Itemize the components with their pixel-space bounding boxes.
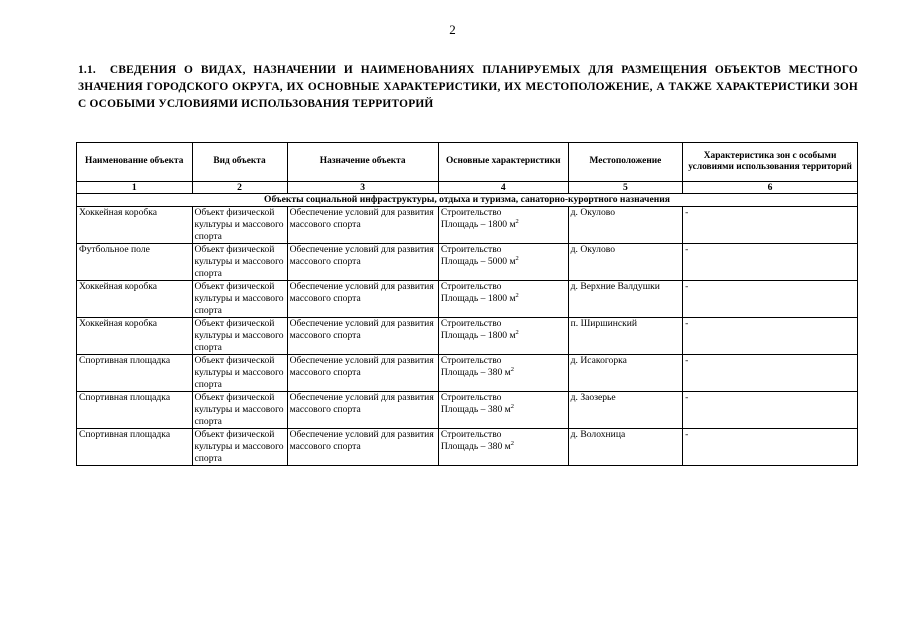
cell-zone-characteristics: -: [683, 281, 858, 318]
characteristics-area: [441, 404, 566, 416]
cell-zone-characteristics: -: [683, 207, 858, 244]
cell-object-purpose: Обеспечение условий для развития массового спорта: [287, 244, 438, 281]
characteristics-area: [441, 219, 566, 231]
cell-object-name: Хоккейная коробка: [77, 318, 193, 355]
column-number: 3: [287, 182, 438, 194]
characteristics-area-text: Площадь – 1800 м: [440, 293, 516, 304]
section-number: 1.1.: [78, 64, 96, 76]
cell-location: д. Окулово: [568, 244, 682, 281]
cell-location: д. Исакогорка: [568, 355, 682, 392]
characteristics-action: Строительство: [440, 429, 502, 440]
characteristics-area-unit-power: 2: [515, 328, 519, 336]
characteristics-area-unit-power: 2: [515, 254, 519, 262]
table-row: [77, 318, 858, 355]
cell-location: д. Волохница: [568, 429, 682, 466]
characteristics-action: Строительство: [440, 244, 502, 255]
characteristics-area-unit-power: 2: [515, 217, 519, 225]
table-row: [77, 244, 858, 281]
cell-location: д. Окулово: [568, 207, 682, 244]
cell-object-name: Хоккейная коробка: [77, 281, 193, 318]
characteristics-area-text: Площадь – 380 м: [440, 367, 511, 378]
characteristics-area: [441, 441, 566, 453]
column-number: 5: [568, 182, 682, 194]
cell-main-characteristics: [438, 429, 568, 466]
cell-zone-characteristics: -: [683, 244, 858, 281]
cell-main-characteristics: [438, 355, 568, 392]
characteristics-area-text: Площадь – 380 м: [440, 404, 511, 415]
characteristics-action: Строительство: [440, 318, 502, 329]
column-number: 4: [438, 182, 568, 194]
page-number: 2: [449, 22, 456, 37]
characteristics-action: Строительство: [440, 392, 502, 403]
table-row: [77, 392, 858, 429]
characteristics-action: Строительство: [440, 207, 502, 218]
cell-main-characteristics: [438, 207, 568, 244]
column-number: 6: [683, 182, 858, 194]
cell-object-purpose: Обеспечение условий для развития массового спорта: [287, 355, 438, 392]
characteristics-area: [441, 256, 566, 268]
characteristics-area-unit-power: 2: [510, 402, 514, 410]
table-row: [77, 355, 858, 392]
section-heading-text: СВЕДЕНИЯ О ВИДАХ, НАЗНАЧЕНИИ И НАИМЕНОВАНИЯХ ПЛАНИРУЕМЫХ ДЛЯ РАЗМЕЩЕНИЯ ОБЪЕКТОВ МЕСТНОГО ЗНАЧЕНИЯ ГОРОДСКОГО ОКРУГА, ИХ ОСНОВНЫЕ ХАРАКТЕРИСТИКИ, ИХ МЕСТОПОЛОЖЕНИЕ, А ТАКЖЕ ХАРАКТЕРИСТИКИ ЗОН С ОСОБЫМИ УСЛОВИЯМИ ИСПОЛЬЗОВАНИЯ ТЕРРИТОРИЙ: [78, 64, 858, 110]
cell-object-purpose: Обеспечение условий для развития массового спорта: [287, 207, 438, 244]
characteristics-area-unit-power: 2: [510, 365, 514, 373]
objects-table: [76, 142, 858, 466]
table-row: [77, 429, 858, 466]
section-row: [77, 194, 858, 207]
characteristics-action: Строительство: [440, 355, 502, 366]
cell-object-purpose: Обеспечение условий для развития массового спорта: [287, 429, 438, 466]
characteristics-area-text: Площадь – 1800 м: [440, 330, 516, 341]
table-header-row: [77, 143, 858, 182]
cell-zone-characteristics: -: [683, 318, 858, 355]
cell-object-name: Спортивная площадка: [77, 392, 193, 429]
cell-location: д. Верхние Валдушки: [568, 281, 682, 318]
cell-location: д. Заозерье: [568, 392, 682, 429]
characteristics-area: [441, 293, 566, 305]
cell-object-purpose: Обеспечение условий для развития массового спорта: [287, 318, 438, 355]
cell-object-name: Спортивная площадка: [77, 355, 193, 392]
column-number: 1: [77, 182, 193, 194]
cell-object-name: Футбольное поле: [77, 244, 193, 281]
section-heading: [78, 62, 858, 113]
cell-main-characteristics: [438, 392, 568, 429]
characteristics-area-text: Площадь – 1800 м: [440, 219, 516, 230]
header-object-purpose: Назначение объекта: [287, 143, 438, 182]
cell-object-kind: Объект физической культуры и массового спорта: [192, 207, 287, 244]
characteristics-area: [441, 367, 566, 379]
characteristics-area-unit-power: 2: [510, 439, 514, 447]
cell-object-kind: Объект физической культуры и массового спорта: [192, 355, 287, 392]
characteristics-area-text: Площадь – 5000 м: [440, 256, 516, 267]
cell-object-purpose: Обеспечение условий для развития массового спорта: [287, 281, 438, 318]
column-number-row: [77, 182, 858, 194]
cell-zone-characteristics: -: [683, 355, 858, 392]
cell-object-name: Спортивная площадка: [77, 429, 193, 466]
cell-main-characteristics: [438, 318, 568, 355]
cell-main-characteristics: [438, 281, 568, 318]
column-number: 2: [192, 182, 287, 194]
cell-object-kind: Объект физической культуры и массового спорта: [192, 244, 287, 281]
cell-object-purpose: Обеспечение условий для развития массового спорта: [287, 392, 438, 429]
cell-zone-characteristics: -: [683, 429, 858, 466]
header-object-kind: Вид объекта: [192, 143, 287, 182]
header-object-name: Наименование объекта: [77, 143, 193, 182]
cell-object-kind: Объект физической культуры и массового спорта: [192, 392, 287, 429]
characteristics-action: Строительство: [440, 281, 502, 292]
cell-object-kind: Объект физической культуры и массового спорта: [192, 281, 287, 318]
cell-location: п. Ширшинский: [568, 318, 682, 355]
table-row: [77, 281, 858, 318]
section-title: Объекты социальной инфраструктуры, отдыха и туризма, санаторно-курортного назначения: [77, 194, 858, 207]
table-row: [77, 207, 858, 244]
characteristics-area-unit-power: 2: [515, 291, 519, 299]
cell-object-name: Хоккейная коробка: [77, 207, 193, 244]
cell-zone-characteristics: -: [683, 392, 858, 429]
header-main-characteristics: Основные характеристики: [438, 143, 568, 182]
cell-object-kind: Объект физической культуры и массового спорта: [192, 429, 287, 466]
characteristics-area: [441, 330, 566, 342]
header-location: Местоположение: [568, 143, 682, 182]
characteristics-area-text: Площадь – 380 м: [440, 441, 511, 452]
cell-object-kind: Объект физической культуры и массового спорта: [192, 318, 287, 355]
header-zone-characteristics: Характеристика зон с особыми условиями использования территорий: [683, 143, 858, 182]
cell-main-characteristics: [438, 244, 568, 281]
